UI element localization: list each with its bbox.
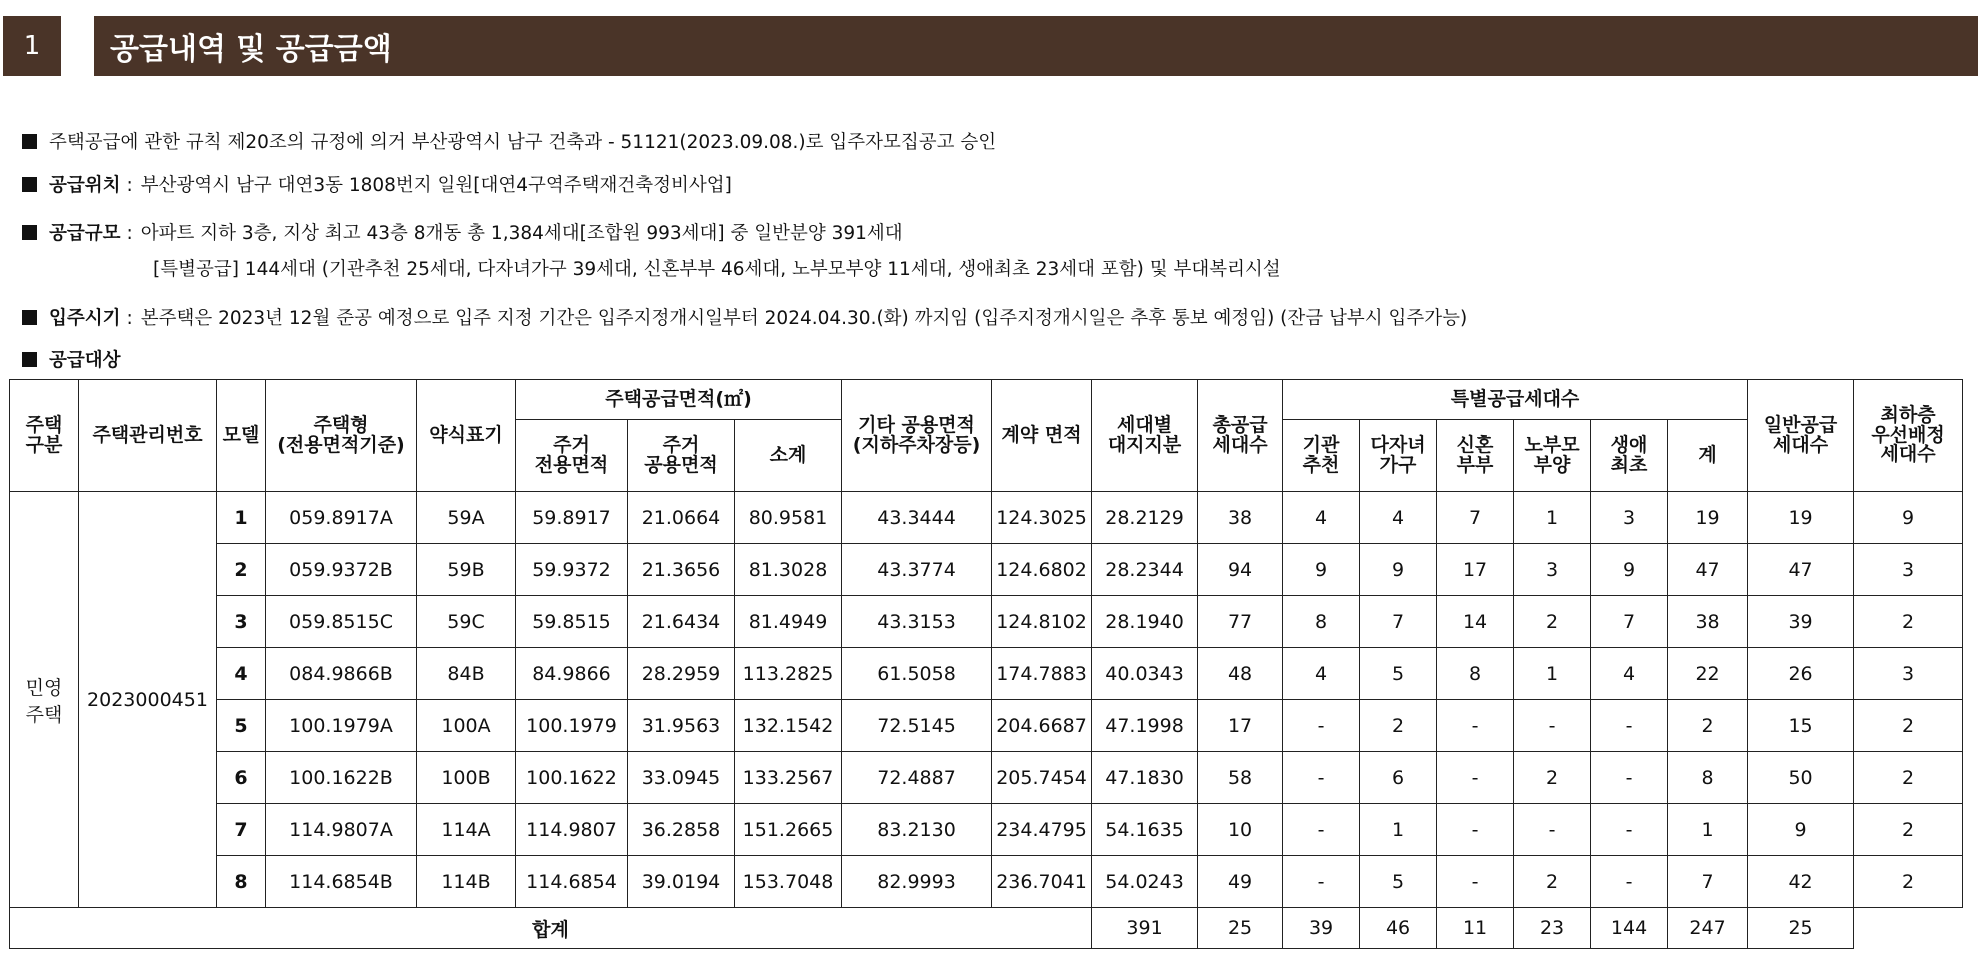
cell-abbrev: 100B (417, 752, 516, 804)
cell-total: 49 (1198, 856, 1283, 908)
cell-multi: 9 (1360, 544, 1437, 596)
cell-other: 61.5058 (842, 648, 992, 700)
note-location-text: 부산광역시 남구 대연3동 1808번지 일원[대연4구역주택재건축정비사업] (140, 175, 732, 196)
cell-contract: 124.8102 (992, 596, 1092, 648)
cell-excl: 114.6854 (516, 856, 628, 908)
cell-multi: 7 (1360, 596, 1437, 648)
cell-mgmt-no: 2023000451 (79, 492, 217, 908)
cell-abbrev: 59A (417, 492, 516, 544)
bullet-square-icon (22, 225, 37, 240)
cell-model: 8 (217, 856, 266, 908)
note-move-in-label: 입주시기 (49, 308, 121, 329)
note-scale (22, 225, 903, 244)
cell-elderly: 2 (1514, 856, 1591, 908)
cell-newlywed: - (1437, 752, 1514, 804)
cell-common: 33.0945 (628, 752, 735, 804)
cell-inst: - (1283, 804, 1360, 856)
cell-other: 83.2130 (842, 804, 992, 856)
cell-sp-total: 19 (1668, 492, 1748, 544)
cell-lowest: 2 (1854, 804, 1963, 856)
cell-common: 21.6434 (628, 596, 735, 648)
note-move-in (22, 310, 1467, 329)
cell-land: 54.1635 (1092, 804, 1198, 856)
cell-first: 9 (1591, 544, 1668, 596)
cell-lowest: 2 (1854, 752, 1963, 804)
note-location (22, 177, 732, 196)
cell-sp-total: 22 (1668, 648, 1748, 700)
colon: : (126, 223, 133, 244)
cell-contract: 234.4795 (992, 804, 1092, 856)
cell-total-multi: 39 (1283, 908, 1360, 949)
cell-subtotal: 133.2567 (735, 752, 842, 804)
cell-total-lowest: 25 (1748, 908, 1854, 949)
table-row (10, 492, 1963, 544)
cell-common: 31.9563 (628, 700, 735, 752)
cell-total: 48 (1198, 648, 1283, 700)
cell-model: 2 (217, 544, 266, 596)
th-unit-type: 주택형 (전용면적기준) (266, 380, 417, 492)
colon: : (126, 175, 133, 196)
note-scale-label: 공급규모 (49, 223, 121, 244)
cell-common: 28.2959 (628, 648, 735, 700)
cell-multi: 5 (1360, 648, 1437, 700)
cell-lowest: 2 (1854, 856, 1963, 908)
cell-inst: 4 (1283, 648, 1360, 700)
cell-land: 28.1940 (1092, 596, 1198, 648)
cell-first: - (1591, 856, 1668, 908)
cell-total: 10 (1198, 804, 1283, 856)
cell-elderly: 1 (1514, 648, 1591, 700)
cell-inst: - (1283, 856, 1360, 908)
cell-inst: 9 (1283, 544, 1360, 596)
table-row (10, 804, 1963, 856)
cell-inst: 4 (1283, 492, 1360, 544)
cell-common: 36.2858 (628, 804, 735, 856)
cell-subtotal: 153.7048 (735, 856, 842, 908)
cell-newlywed: 17 (1437, 544, 1514, 596)
cell-general: 15 (1748, 700, 1854, 752)
table-row (10, 856, 1963, 908)
cell-elderly: - (1514, 804, 1591, 856)
cell-total: 77 (1198, 596, 1283, 648)
cell-total-label: 합계 (10, 908, 1092, 949)
cell-contract: 174.7883 (992, 648, 1092, 700)
cell-newlywed: - (1437, 856, 1514, 908)
cell-common: 21.3656 (628, 544, 735, 596)
cell-subtotal: 151.2665 (735, 804, 842, 856)
cell-contract: 205.7454 (992, 752, 1092, 804)
note-move-in-text: 본주택은 2023년 12월 준공 예정으로 입주 지정 기간은 입주지정개시일부터 2024.04.30.(화) 까지임 (입주지정개시일은 추후 통보 예정임) (잔금 납부시 입주가능) (140, 308, 1468, 329)
cell-elderly: 2 (1514, 752, 1591, 804)
cell-land: 28.2129 (1092, 492, 1198, 544)
cell-sp-total: 7 (1668, 856, 1748, 908)
cell-first: 3 (1591, 492, 1668, 544)
supply-table (9, 379, 1963, 949)
cell-common: 39.0194 (628, 856, 735, 908)
cell-model: 7 (217, 804, 266, 856)
cell-other: 43.3153 (842, 596, 992, 648)
cell-land: 47.1830 (1092, 752, 1198, 804)
note-location-label: 공급위치 (49, 175, 121, 196)
cell-abbrev: 84B (417, 648, 516, 700)
cell-lowest: 2 (1854, 700, 1963, 752)
table-body (10, 492, 1963, 908)
cell-first: 7 (1591, 596, 1668, 648)
th-land-share: 세대별 대지지분 (1092, 380, 1198, 492)
th-contract-area: 계약 면적 (992, 380, 1092, 492)
cell-unit-type: 114.9807A (266, 804, 417, 856)
cell-general: 9 (1748, 804, 1854, 856)
section-number: 1 (3, 16, 61, 76)
cell-model: 5 (217, 700, 266, 752)
cell-general: 50 (1748, 752, 1854, 804)
cell-excl: 84.9866 (516, 648, 628, 700)
th-special: 특별공급세대수 (1283, 380, 1748, 420)
cell-contract: 204.6687 (992, 700, 1092, 752)
cell-multi: 4 (1360, 492, 1437, 544)
cell-unit-type: 084.9866B (266, 648, 417, 700)
cell-unit-type: 059.8917A (266, 492, 417, 544)
th-first: 생애 최초 (1591, 420, 1668, 492)
th-subtotal: 소계 (735, 420, 842, 492)
cell-first: - (1591, 752, 1668, 804)
cell-newlywed: 7 (1437, 492, 1514, 544)
cell-lowest: 2 (1854, 596, 1963, 648)
cell-multi: 5 (1360, 856, 1437, 908)
cell-elderly: 3 (1514, 544, 1591, 596)
cell-abbrev: 114B (417, 856, 516, 908)
cell-total-units: 391 (1092, 908, 1198, 949)
note-target-label: 공급대상 (49, 350, 121, 371)
cell-subtotal: 132.1542 (735, 700, 842, 752)
cell-other: 43.3774 (842, 544, 992, 596)
cell-first: - (1591, 700, 1668, 752)
note-approval (22, 134, 996, 153)
cell-abbrev: 114A (417, 804, 516, 856)
cell-lowest: 3 (1854, 648, 1963, 700)
cell-elderly: 1 (1514, 492, 1591, 544)
cell-subtotal: 81.4949 (735, 596, 842, 648)
th-model: 모델 (217, 380, 266, 492)
cell-unit-type: 059.9372B (266, 544, 417, 596)
cell-general: 42 (1748, 856, 1854, 908)
cell-other: 82.9993 (842, 856, 992, 908)
cell-unit-type: 100.1622B (266, 752, 417, 804)
table-row (10, 700, 1963, 752)
cell-excl: 114.9807 (516, 804, 628, 856)
cell-newlywed: - (1437, 804, 1514, 856)
cell-multi: 2 (1360, 700, 1437, 752)
cell-total: 38 (1198, 492, 1283, 544)
th-excl-area: 주거 전용면적 (516, 420, 628, 492)
th-total-units: 총공급 세대수 (1198, 380, 1283, 492)
cell-sp-total: 8 (1668, 752, 1748, 804)
cell-total: 94 (1198, 544, 1283, 596)
cell-subtotal: 113.2825 (735, 648, 842, 700)
cell-total-first: 23 (1514, 908, 1591, 949)
note-target (22, 352, 120, 371)
cell-first: 4 (1591, 648, 1668, 700)
th-mgmt-no: 주택관리번호 (79, 380, 217, 492)
th-other-common: 기타 공용면적 (지하주차장등) (842, 380, 992, 492)
table-row (10, 752, 1963, 804)
cell-sp-total: 1 (1668, 804, 1748, 856)
cell-land: 47.1998 (1092, 700, 1198, 752)
table-row (10, 648, 1963, 700)
cell-unit-type: 114.6854B (266, 856, 417, 908)
th-multi: 다자녀 가구 (1360, 420, 1437, 492)
section-title: 공급내역 및 공급금액 (94, 16, 1978, 76)
cell-lowest: 3 (1854, 544, 1963, 596)
cell-model: 6 (217, 752, 266, 804)
bullet-square-icon (22, 352, 37, 367)
cell-model: 3 (217, 596, 266, 648)
table-row (10, 544, 1963, 596)
cell-newlywed: 8 (1437, 648, 1514, 700)
th-elderly: 노부모 부양 (1514, 420, 1591, 492)
cell-general: 19 (1748, 492, 1854, 544)
cell-excl: 59.9372 (516, 544, 628, 596)
cell-subtotal: 80.9581 (735, 492, 842, 544)
cell-total-elderly: 11 (1437, 908, 1514, 949)
cell-total-general: 247 (1668, 908, 1748, 949)
bullet-square-icon (22, 134, 37, 149)
cell-abbrev: 59B (417, 544, 516, 596)
cell-total-newlywed: 46 (1360, 908, 1437, 949)
bullet-square-icon (22, 310, 37, 325)
cell-excl: 59.8917 (516, 492, 628, 544)
cell-total: 58 (1198, 752, 1283, 804)
th-lowest: 최하층 우선배정 세대수 (1854, 380, 1963, 492)
cell-model: 4 (217, 648, 266, 700)
cell-lowest: 9 (1854, 492, 1963, 544)
note-scale-line2: [특별공급] 144세대 (기관추천 25세대, 다자녀가구 39세대, 신혼부부 46세대, 노부모부양 11세대, 생애최초 23세대 포함) 및 부대복리시설 (153, 259, 1281, 280)
cell-elderly: - (1514, 700, 1591, 752)
cell-general: 39 (1748, 596, 1854, 648)
th-inst: 기관 추천 (1283, 420, 1360, 492)
cell-multi: 1 (1360, 804, 1437, 856)
th-sp-total: 계 (1668, 420, 1748, 492)
cell-general: 26 (1748, 648, 1854, 700)
cell-abbrev: 59C (417, 596, 516, 648)
bullet-square-icon (22, 177, 37, 192)
th-abbrev: 약식표기 (417, 380, 516, 492)
colon: : (126, 308, 133, 329)
cell-first: - (1591, 804, 1668, 856)
cell-excl: 100.1979 (516, 700, 628, 752)
cell-subtotal: 81.3028 (735, 544, 842, 596)
cell-land: 40.0343 (1092, 648, 1198, 700)
cell-excl: 100.1622 (516, 752, 628, 804)
th-supply-area: 주택공급면적(㎡) (516, 380, 842, 420)
table-row (10, 596, 1963, 648)
cell-inst: 8 (1283, 596, 1360, 648)
cell-other: 72.5145 (842, 700, 992, 752)
th-newlywed: 신혼 부부 (1437, 420, 1514, 492)
cell-other: 72.4887 (842, 752, 992, 804)
cell-newlywed: - (1437, 700, 1514, 752)
cell-unit-type: 059.8515C (266, 596, 417, 648)
cell-sp-total: 47 (1668, 544, 1748, 596)
totals-row (10, 908, 1963, 949)
th-housing-type: 주택 구분 (10, 380, 79, 492)
cell-group-label: 민영 주택 (10, 492, 79, 908)
cell-land: 54.0243 (1092, 856, 1198, 908)
cell-contract: 124.6802 (992, 544, 1092, 596)
cell-total-inst: 25 (1198, 908, 1283, 949)
cell-other: 43.3444 (842, 492, 992, 544)
cell-elderly: 2 (1514, 596, 1591, 648)
note-scale-text: 아파트 지하 3층, 지상 최고 43층 8개동 총 1,384세대[조합원 993세대] 중 일반분양 391세대 (140, 223, 903, 244)
cell-multi: 6 (1360, 752, 1437, 804)
cell-newlywed: 14 (1437, 596, 1514, 648)
cell-total-sp: 144 (1591, 908, 1668, 949)
th-common-area: 주거 공용면적 (628, 420, 735, 492)
cell-contract: 124.3025 (992, 492, 1092, 544)
cell-sp-total: 2 (1668, 700, 1748, 752)
cell-general: 47 (1748, 544, 1854, 596)
cell-excl: 59.8515 (516, 596, 628, 648)
cell-inst: - (1283, 700, 1360, 752)
th-general: 일반공급 세대수 (1748, 380, 1854, 492)
cell-common: 21.0664 (628, 492, 735, 544)
cell-unit-type: 100.1979A (266, 700, 417, 752)
cell-model: 1 (217, 492, 266, 544)
cell-contract: 236.7041 (992, 856, 1092, 908)
cell-inst: - (1283, 752, 1360, 804)
note-approval-text: 주택공급에 관한 규칙 제20조의 규정에 의거 부산광역시 남구 건축과 - 51121(2023.09.08.)로 입주자모집공고 승인 (49, 132, 997, 153)
cell-land: 28.2344 (1092, 544, 1198, 596)
cell-abbrev: 100A (417, 700, 516, 752)
cell-total: 17 (1198, 700, 1283, 752)
cell-sp-total: 38 (1668, 596, 1748, 648)
